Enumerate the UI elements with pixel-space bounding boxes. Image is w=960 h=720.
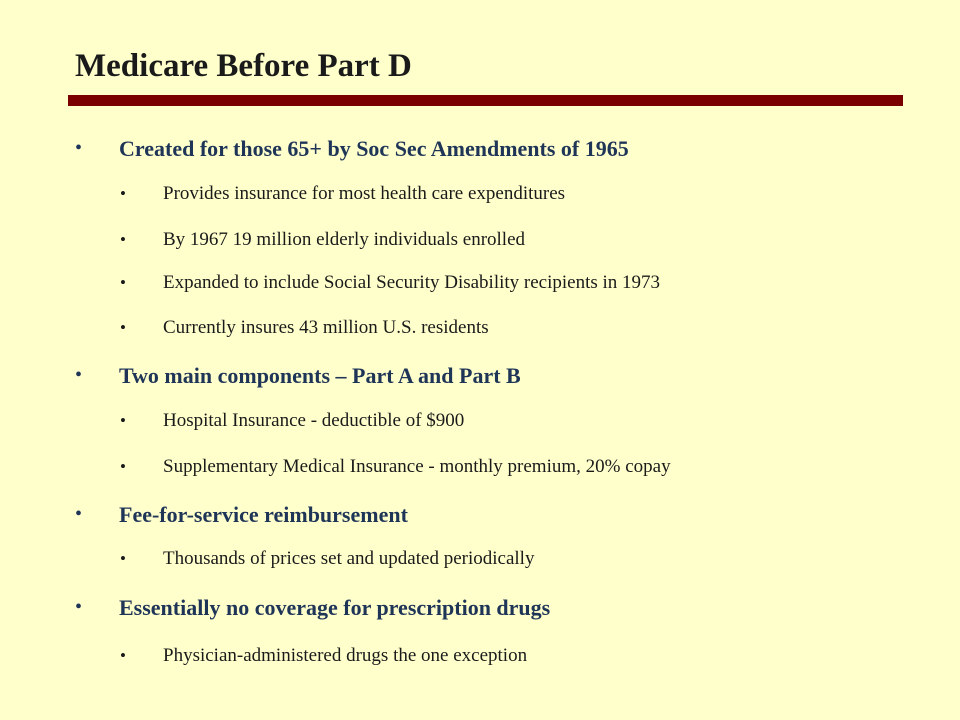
sub-bullet-text: Currently insures 43 million U.S. residents — [163, 317, 489, 338]
sub-bullet-dot: • — [120, 318, 126, 337]
bullet-dot: • — [75, 503, 83, 525]
sub-bullet-text: Expanded to include Social Security Disability recipients in 1973 — [163, 272, 661, 293]
slide-title: Medicare Before Part D — [75, 48, 412, 84]
bullet-dot: • — [75, 596, 83, 618]
sub-bullet-dot: • — [120, 273, 126, 292]
sub-bullet-dot: • — [120, 230, 126, 249]
sub-bullet-dot: • — [120, 549, 126, 568]
sub-bullet-dot: • — [120, 184, 126, 203]
title-underline — [68, 95, 903, 106]
bullet-text: Essentially no coverage for prescription drugs — [119, 595, 551, 620]
sub-bullet-dot: • — [120, 457, 126, 476]
sub-bullet-text: By 1967 19 million elderly individuals enrolled — [163, 229, 526, 250]
sub-bullet-text: Provides insurance for most health care expenditures — [163, 183, 566, 204]
bullet-dot: • — [75, 137, 83, 159]
sub-bullet-text: Physician-administered drugs the one exception — [163, 645, 528, 666]
bullet-text: Fee-for-service reimbursement — [119, 502, 408, 527]
bullet-text: Created for those 65+ by Soc Sec Amendments of 1965 — [119, 136, 629, 161]
sub-bullet-text: Supplementary Medical Insurance - monthly premium, 20% copay — [163, 456, 671, 477]
bullet-text: Two main components – Part A and Part B — [119, 363, 521, 388]
sub-bullet-dot: • — [120, 646, 126, 665]
sub-bullet-dot: • — [120, 411, 126, 430]
sub-bullet-text: Thousands of prices set and updated periodically — [163, 548, 535, 569]
sub-bullet-text: Hospital Insurance - deductible of $900 — [163, 410, 465, 431]
bullet-dot: • — [75, 364, 83, 386]
